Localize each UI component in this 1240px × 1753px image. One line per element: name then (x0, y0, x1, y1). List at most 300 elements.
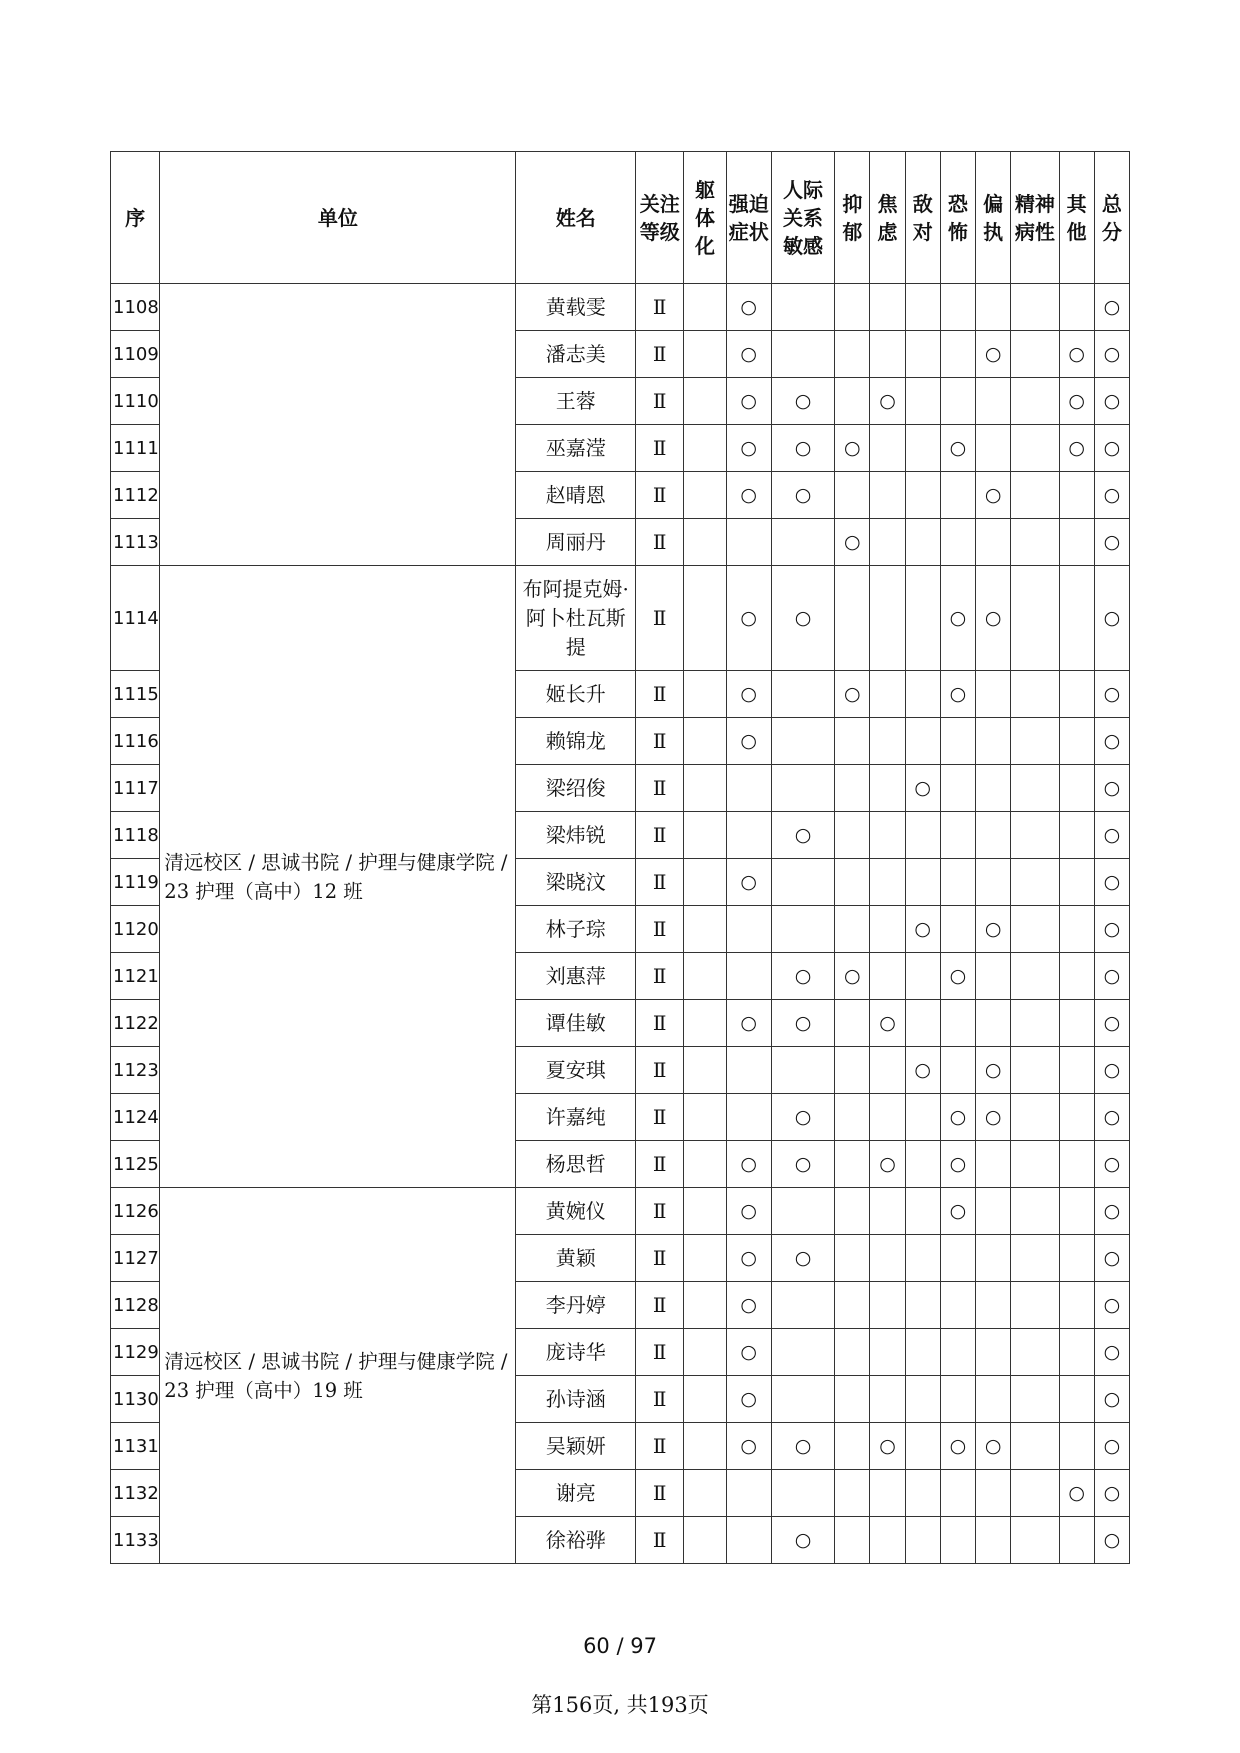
indicator-cell (1059, 1047, 1094, 1094)
indicator-cell (976, 1000, 1011, 1047)
indicator-cell: ○ (940, 671, 975, 718)
indicator-cell: ○ (1094, 378, 1129, 425)
indicator-cell (771, 519, 834, 566)
indicator-cell (835, 765, 870, 812)
student-name: 潘志美 (516, 331, 636, 378)
indicator-cell: ○ (726, 671, 771, 718)
indicator-cell: ○ (1094, 519, 1129, 566)
row-seq: 1109 (111, 331, 160, 378)
indicator-cell (870, 812, 905, 859)
student-name: 李丹婷 (516, 1282, 636, 1329)
student-name: 孙诗涵 (516, 1376, 636, 1423)
attention-level: Ⅱ (636, 284, 684, 331)
indicator-cell: ○ (771, 1235, 834, 1282)
indicator-cell (726, 1047, 771, 1094)
indicator-cell (905, 284, 940, 331)
student-name: 王蓉 (516, 378, 636, 425)
attention-level: Ⅱ (636, 566, 684, 671)
indicator-cell (1059, 284, 1094, 331)
indicator-cell: ○ (976, 472, 1011, 519)
indicator-cell: ○ (1094, 1470, 1129, 1517)
header-interpersonal: 人际关系敏感 (771, 152, 834, 284)
attention-level: Ⅱ (636, 472, 684, 519)
indicator-cell: ○ (870, 1423, 905, 1470)
indicator-cell (1059, 906, 1094, 953)
indicator-cell: ○ (1059, 378, 1094, 425)
indicator-cell: ○ (1059, 1470, 1094, 1517)
page-total: 第156页, 共193页 (531, 1693, 709, 1717)
indicator-cell (940, 718, 975, 765)
row-seq: 1120 (111, 906, 160, 953)
attention-level: Ⅱ (636, 378, 684, 425)
indicator-cell: ○ (905, 906, 940, 953)
indicator-cell (1011, 284, 1059, 331)
indicator-cell (940, 331, 975, 378)
indicator-cell (870, 425, 905, 472)
indicator-cell (1011, 1141, 1059, 1188)
indicator-cell (726, 1094, 771, 1141)
indicator-cell (940, 1235, 975, 1282)
indicator-cell (835, 1423, 870, 1470)
student-name: 吴颖妍 (516, 1423, 636, 1470)
indicator-cell (905, 1423, 940, 1470)
indicator-cell (870, 1329, 905, 1376)
indicator-cell: ○ (940, 1094, 975, 1141)
indicator-cell (771, 284, 834, 331)
attention-level: Ⅱ (636, 519, 684, 566)
indicator-cell (835, 1329, 870, 1376)
indicator-cell: ○ (1094, 859, 1129, 906)
indicator-cell (684, 1235, 726, 1282)
indicator-cell (1059, 1282, 1094, 1329)
indicator-cell (1059, 1000, 1094, 1047)
indicator-cell (771, 1470, 834, 1517)
attention-level: Ⅱ (636, 718, 684, 765)
header-hostility: 敌对 (905, 152, 940, 284)
indicator-cell (835, 1517, 870, 1564)
indicator-cell: ○ (940, 566, 975, 671)
indicator-cell: ○ (1094, 765, 1129, 812)
student-name: 谭佳敏 (516, 1000, 636, 1047)
indicator-cell (870, 1235, 905, 1282)
indicator-cell (684, 1376, 726, 1423)
attention-level: Ⅱ (636, 812, 684, 859)
row-seq: 1114 (111, 566, 160, 671)
indicator-cell (976, 1282, 1011, 1329)
header-level: 关注等级 (636, 152, 684, 284)
header-psychoticism: 精神病性 (1011, 152, 1059, 284)
indicator-cell (835, 1047, 870, 1094)
indicator-cell: ○ (726, 378, 771, 425)
indicator-cell: ○ (726, 1000, 771, 1047)
row-seq: 1112 (111, 472, 160, 519)
indicator-cell: ○ (835, 519, 870, 566)
header-paranoia: 偏执 (976, 152, 1011, 284)
indicator-cell (1059, 1235, 1094, 1282)
attention-level: Ⅱ (636, 1282, 684, 1329)
indicator-cell (870, 519, 905, 566)
indicator-cell: ○ (726, 1235, 771, 1282)
indicator-cell (1059, 566, 1094, 671)
indicator-cell: ○ (1094, 1094, 1129, 1141)
indicator-cell (684, 765, 726, 812)
student-name: 林子琮 (516, 906, 636, 953)
indicator-cell (905, 378, 940, 425)
indicator-cell (905, 566, 940, 671)
indicator-cell (835, 1141, 870, 1188)
indicator-cell: ○ (771, 812, 834, 859)
attention-level: Ⅱ (636, 1235, 684, 1282)
row-seq: 1118 (111, 812, 160, 859)
indicator-cell (726, 906, 771, 953)
indicator-cell (905, 331, 940, 378)
indicator-cell (976, 1235, 1011, 1282)
row-seq: 1132 (111, 1470, 160, 1517)
attention-level: Ⅱ (636, 1188, 684, 1235)
student-name: 黄婉仪 (516, 1188, 636, 1235)
indicator-cell (1059, 765, 1094, 812)
indicator-cell: ○ (1094, 1423, 1129, 1470)
unit-cell: 清远校区 / 思诚书院 / 护理与健康学院 / 23 护理（高中）12 班 (160, 566, 516, 1188)
indicator-cell (771, 1282, 834, 1329)
student-name: 谢亮 (516, 1470, 636, 1517)
attention-level: Ⅱ (636, 425, 684, 472)
indicator-cell (870, 859, 905, 906)
indicator-cell (771, 1188, 834, 1235)
indicator-cell (940, 472, 975, 519)
indicator-cell (726, 1470, 771, 1517)
indicator-cell (905, 1141, 940, 1188)
attention-level: Ⅱ (636, 765, 684, 812)
indicator-cell: ○ (976, 1094, 1011, 1141)
indicator-cell (905, 1188, 940, 1235)
indicator-cell (835, 1470, 870, 1517)
row-seq: 1133 (111, 1517, 160, 1564)
indicator-cell: ○ (870, 1000, 905, 1047)
indicator-cell (1011, 378, 1059, 425)
student-name: 周丽丹 (516, 519, 636, 566)
indicator-cell: ○ (726, 1329, 771, 1376)
indicator-cell: ○ (771, 1517, 834, 1564)
indicator-cell (870, 566, 905, 671)
indicator-cell: ○ (940, 953, 975, 1000)
indicator-cell (940, 906, 975, 953)
indicator-cell (1011, 566, 1059, 671)
indicator-cell (771, 1376, 834, 1423)
indicator-cell (870, 472, 905, 519)
indicator-cell (771, 331, 834, 378)
indicator-cell (1011, 1517, 1059, 1564)
attention-level: Ⅱ (636, 1047, 684, 1094)
indicator-cell (771, 906, 834, 953)
row-seq: 1122 (111, 1000, 160, 1047)
indicator-cell: ○ (726, 859, 771, 906)
indicator-cell (684, 718, 726, 765)
indicator-cell (905, 472, 940, 519)
indicator-cell (1011, 765, 1059, 812)
indicator-cell (835, 906, 870, 953)
indicator-cell (1059, 1188, 1094, 1235)
indicator-cell (1011, 812, 1059, 859)
student-name: 赖锦龙 (516, 718, 636, 765)
indicator-cell (1059, 859, 1094, 906)
indicator-cell (940, 284, 975, 331)
indicator-cell: ○ (771, 953, 834, 1000)
attention-level: Ⅱ (636, 331, 684, 378)
indicator-cell: ○ (976, 566, 1011, 671)
indicator-cell (870, 671, 905, 718)
student-name: 庞诗华 (516, 1329, 636, 1376)
indicator-cell: ○ (940, 1188, 975, 1235)
row-seq: 1123 (111, 1047, 160, 1094)
indicator-cell (976, 812, 1011, 859)
attention-level: Ⅱ (636, 1423, 684, 1470)
table-row (111, 284, 1130, 331)
indicator-cell (726, 1517, 771, 1564)
table-row (111, 1188, 1130, 1235)
indicator-cell (684, 1470, 726, 1517)
indicator-cell (905, 859, 940, 906)
indicator-cell (1059, 1329, 1094, 1376)
indicator-cell (905, 1000, 940, 1047)
indicator-cell: ○ (771, 566, 834, 671)
indicator-cell (870, 953, 905, 1000)
indicator-cell (684, 566, 726, 671)
indicator-cell (1011, 1282, 1059, 1329)
header-phobia: 恐怖 (940, 152, 975, 284)
indicator-cell (1011, 859, 1059, 906)
row-seq: 1131 (111, 1423, 160, 1470)
indicator-cell (684, 1423, 726, 1470)
student-name: 刘惠萍 (516, 953, 636, 1000)
student-name: 许嘉纯 (516, 1094, 636, 1141)
indicator-cell: ○ (1094, 906, 1129, 953)
indicator-cell (1059, 718, 1094, 765)
indicator-cell: ○ (726, 1141, 771, 1188)
row-seq: 1130 (111, 1376, 160, 1423)
indicator-cell: ○ (976, 1047, 1011, 1094)
indicator-cell (684, 1047, 726, 1094)
indicator-cell (684, 953, 726, 1000)
indicator-cell (976, 953, 1011, 1000)
indicator-cell (905, 812, 940, 859)
indicator-cell (1011, 1094, 1059, 1141)
indicator-cell (835, 718, 870, 765)
page-number: 60 / 97 (583, 1634, 657, 1658)
indicator-cell: ○ (771, 1000, 834, 1047)
header-unit: 单位 (160, 152, 516, 284)
indicator-cell (940, 1517, 975, 1564)
attention-level: Ⅱ (636, 953, 684, 1000)
indicator-cell: ○ (1094, 331, 1129, 378)
student-name: 梁绍俊 (516, 765, 636, 812)
indicator-cell (870, 1188, 905, 1235)
indicator-cell: ○ (940, 425, 975, 472)
indicator-cell: ○ (1094, 1188, 1129, 1235)
indicator-cell (940, 859, 975, 906)
indicator-cell (1011, 519, 1059, 566)
indicator-cell (1059, 1094, 1094, 1141)
row-seq: 1110 (111, 378, 160, 425)
indicator-cell (1059, 1517, 1094, 1564)
indicator-cell: ○ (940, 1141, 975, 1188)
header-name: 姓名 (516, 152, 636, 284)
indicator-cell (870, 765, 905, 812)
indicator-cell (870, 1470, 905, 1517)
indicator-cell: ○ (771, 1423, 834, 1470)
indicator-cell: ○ (726, 1376, 771, 1423)
indicator-cell (684, 859, 726, 906)
indicator-cell (835, 472, 870, 519)
indicator-cell (940, 1047, 975, 1094)
indicator-cell: ○ (726, 1423, 771, 1470)
indicator-cell (684, 1000, 726, 1047)
row-seq: 1117 (111, 765, 160, 812)
indicator-cell (976, 718, 1011, 765)
indicator-cell (1011, 1329, 1059, 1376)
header-obsessive: 强迫症状 (726, 152, 771, 284)
attention-level: Ⅱ (636, 906, 684, 953)
indicator-cell: ○ (1094, 1047, 1129, 1094)
attention-level: Ⅱ (636, 1141, 684, 1188)
header-depression: 抑郁 (835, 152, 870, 284)
indicator-cell (940, 1000, 975, 1047)
indicator-cell: ○ (1094, 425, 1129, 472)
student-name: 徐裕骅 (516, 1517, 636, 1564)
student-name: 梁晓汶 (516, 859, 636, 906)
row-seq: 1128 (111, 1282, 160, 1329)
indicator-cell (1011, 1188, 1059, 1235)
indicator-cell (905, 1470, 940, 1517)
indicator-cell (726, 765, 771, 812)
indicator-cell (684, 671, 726, 718)
indicator-cell (1011, 425, 1059, 472)
indicator-cell (905, 953, 940, 1000)
attention-level: Ⅱ (636, 1329, 684, 1376)
indicator-cell (684, 1188, 726, 1235)
indicator-cell: ○ (726, 284, 771, 331)
indicator-cell (940, 765, 975, 812)
indicator-cell (940, 1376, 975, 1423)
student-name: 姬长升 (516, 671, 636, 718)
indicator-cell: ○ (905, 765, 940, 812)
indicator-cell: ○ (726, 472, 771, 519)
row-seq: 1108 (111, 284, 160, 331)
indicator-cell (726, 953, 771, 1000)
row-seq: 1111 (111, 425, 160, 472)
indicator-cell (684, 331, 726, 378)
student-name: 梁炜锐 (516, 812, 636, 859)
indicator-cell (835, 566, 870, 671)
indicator-cell: ○ (1094, 1517, 1129, 1564)
indicator-cell: ○ (835, 425, 870, 472)
indicator-cell (905, 718, 940, 765)
indicator-cell: ○ (1094, 953, 1129, 1000)
indicator-cell: ○ (835, 953, 870, 1000)
indicator-cell: ○ (726, 425, 771, 472)
indicator-cell (1059, 671, 1094, 718)
indicator-cell: ○ (835, 671, 870, 718)
indicator-cell (905, 1094, 940, 1141)
indicator-cell (976, 1141, 1011, 1188)
row-seq: 1113 (111, 519, 160, 566)
indicator-cell (905, 1376, 940, 1423)
indicator-cell (976, 519, 1011, 566)
indicator-cell (976, 284, 1011, 331)
indicator-cell (835, 1188, 870, 1235)
table-header-row (111, 152, 1130, 284)
indicator-cell (835, 1376, 870, 1423)
indicator-cell: ○ (771, 425, 834, 472)
indicator-cell: ○ (726, 718, 771, 765)
unit-cell: 清远校区 / 思诚书院 / 护理与健康学院 / 23 护理（高中）19 班 (160, 1188, 516, 1564)
indicator-cell (835, 1235, 870, 1282)
student-name: 黄载雯 (516, 284, 636, 331)
row-seq: 1126 (111, 1188, 160, 1235)
row-seq: 1129 (111, 1329, 160, 1376)
indicator-cell (835, 859, 870, 906)
student-name: 布阿提克姆·阿卜杜瓦斯提 (516, 566, 636, 671)
indicator-cell (684, 1329, 726, 1376)
indicator-cell (684, 378, 726, 425)
indicator-cell: ○ (1094, 1376, 1129, 1423)
student-name: 巫嘉滢 (516, 425, 636, 472)
indicator-cell (726, 519, 771, 566)
indicator-cell (684, 425, 726, 472)
indicator-cell (835, 1000, 870, 1047)
indicator-cell (870, 1094, 905, 1141)
header-anxiety: 焦虑 (870, 152, 905, 284)
attention-level: Ⅱ (636, 1470, 684, 1517)
indicator-cell: ○ (905, 1047, 940, 1094)
attention-level: Ⅱ (636, 1376, 684, 1423)
indicator-cell (684, 1141, 726, 1188)
indicator-cell: ○ (1094, 812, 1129, 859)
indicator-cell: ○ (1094, 1141, 1129, 1188)
indicator-cell: ○ (726, 1188, 771, 1235)
indicator-cell (1011, 1376, 1059, 1423)
indicator-cell (870, 1376, 905, 1423)
indicator-cell (905, 1517, 940, 1564)
row-seq: 1115 (111, 671, 160, 718)
attention-level: Ⅱ (636, 1517, 684, 1564)
indicator-cell (976, 1470, 1011, 1517)
indicator-cell (771, 765, 834, 812)
indicator-cell: ○ (976, 331, 1011, 378)
screening-table (110, 151, 1130, 1564)
table-row (111, 566, 1130, 671)
indicator-cell: ○ (1094, 718, 1129, 765)
indicator-cell (835, 378, 870, 425)
indicator-cell (940, 1282, 975, 1329)
indicator-cell (1011, 1000, 1059, 1047)
indicator-cell: ○ (870, 1141, 905, 1188)
indicator-cell (684, 1094, 726, 1141)
indicator-cell (1011, 671, 1059, 718)
indicator-cell: ○ (771, 378, 834, 425)
indicator-cell: ○ (1094, 284, 1129, 331)
indicator-cell (684, 812, 726, 859)
student-name: 赵晴恩 (516, 472, 636, 519)
indicator-cell: ○ (771, 1141, 834, 1188)
unit-cell (160, 284, 516, 566)
attention-level: Ⅱ (636, 1094, 684, 1141)
indicator-cell (835, 331, 870, 378)
header-total: 总分 (1094, 152, 1129, 284)
row-seq: 1124 (111, 1094, 160, 1141)
indicator-cell (771, 671, 834, 718)
indicator-cell (771, 1047, 834, 1094)
